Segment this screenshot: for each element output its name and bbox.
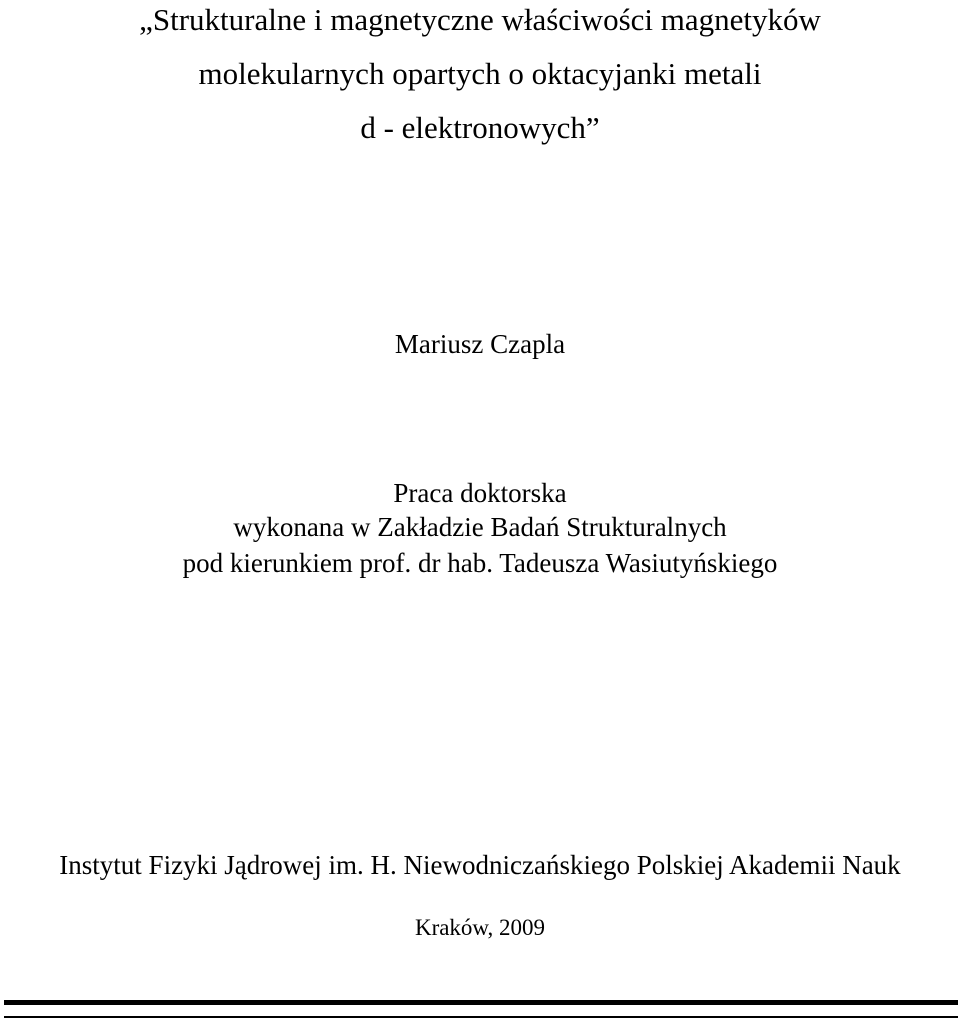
thesis-title-line-1: „Strukturalne i magnetyczne właściwości magnetyków — [139, 2, 821, 37]
thesis-title-line-3: d - elektronowych” — [360, 110, 600, 145]
place-and-year: Kraków, 2009 — [414, 915, 546, 940]
footer-rule-thick — [4, 1000, 958, 1005]
thesis-title-line-2: molekularnych opartych o oktacyjanki metali — [198, 56, 762, 91]
footer-rule-thin — [4, 1016, 958, 1018]
institute-name: Instytut Fizyki Jądrowej im. H. Niewodniczańskiego Polskiej Akademii Nauk — [59, 850, 901, 880]
thesis-department: wykonana w Zakładzie Badań Strukturalnych — [233, 512, 727, 542]
thesis-type: Praca doktorska — [393, 478, 567, 508]
thesis-supervisor: pod kierunkiem prof. dr hab. Tadeusza Wasiutyńskiego — [182, 548, 778, 578]
author-name: Mariusz Czapla — [394, 329, 566, 359]
